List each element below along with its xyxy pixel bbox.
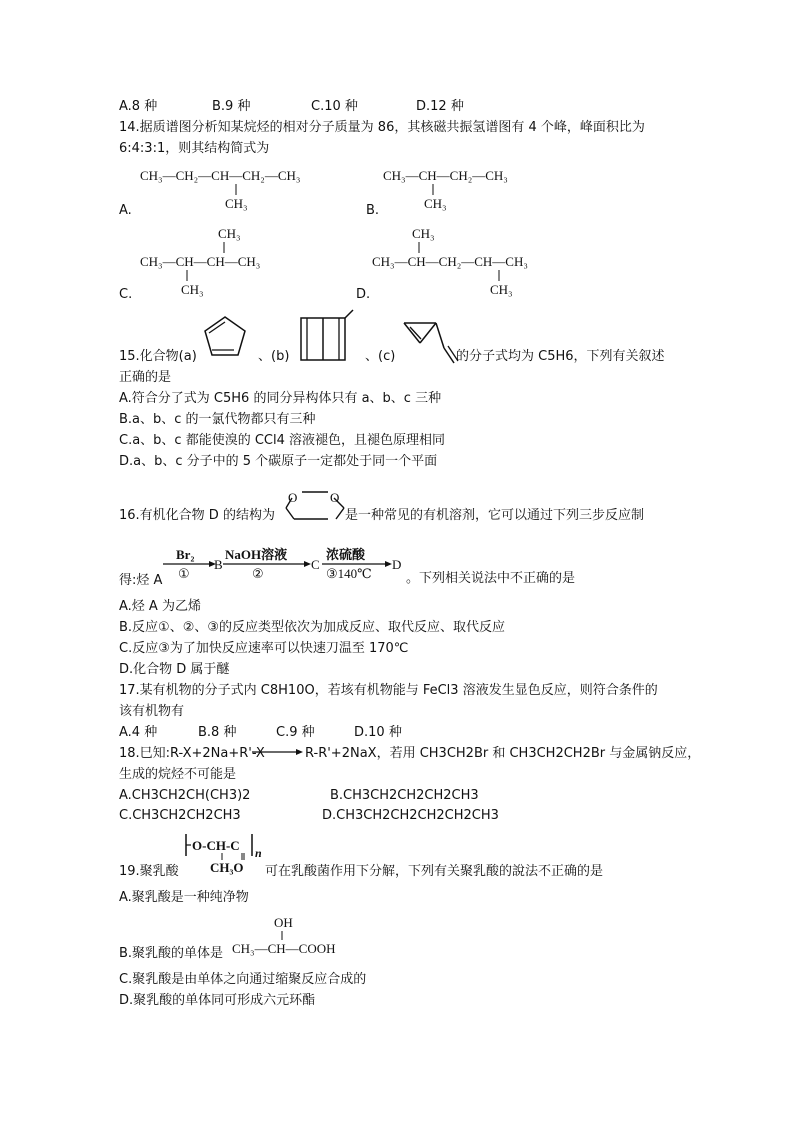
q16-option-b: B.反应①、②、③的反应类型依次为加成反应、取代反应、取代反应 — [119, 620, 506, 635]
q13-option-c: C.10 种 — [311, 99, 358, 114]
q19-stem-suffix: 可在乳酸菌作用下分解，下列有关聚乳酸的說法不正确的是 — [265, 864, 604, 879]
q14-stem-line2: 6:4:3:1，则其结构简式为 — [119, 141, 270, 156]
polylactic-acid-substituents: CH₃O — [210, 860, 244, 875]
q15-option-c: C.a、b、c 都能使溴的 CCl4 溶液褪色，且褪色原理相同 — [119, 433, 446, 448]
q14-c-formula-bottom: CH₃ — [181, 282, 204, 297]
cyclopentadiene-structure-a — [200, 312, 250, 362]
q15-stem-suffix: 的分子式均为 C5H6，下列有关叙述 — [456, 349, 665, 364]
q18-stem-prefix: 18.巳知:R-X+2Na+R'-X — [119, 746, 265, 761]
q14-option-a-label: A. — [119, 203, 132, 218]
q14-c-formula-top: CH₃ — [218, 226, 241, 241]
q14-option-b-label: B. — [366, 203, 380, 218]
q17-option-a: A.4 种 — [119, 725, 158, 740]
q14-b-formula-branch: CH₃ — [424, 196, 447, 211]
q13-option-a: A.8 种 — [119, 99, 158, 114]
q14-b-formula-main: CH₃—CH—CH₂—CH₃ — [383, 168, 508, 183]
q19-option-b-prefix: B.聚乳酸的单体是 — [119, 946, 224, 961]
q19-option-a: A.聚乳酸是一种纯净物 — [119, 890, 249, 905]
lactic-acid-main: CH₃—CH—COOH — [232, 941, 336, 956]
lactic-acid-bond — [0, 0, 1, 1]
q18-option-c: C.CH3CH2CH2CH3 — [119, 808, 241, 823]
reaction-intermediate-c: C — [311, 557, 320, 572]
vinylcyclopropene-structure-c — [398, 318, 458, 366]
q15-option-a: A.符合分了式为 C5H6 的同分异构体只有 a、b、c 三种 — [119, 391, 442, 406]
q16-line2-suffix: 。下列相关说法中不正确的是 — [406, 571, 576, 586]
polylactic-acid-n: n — [255, 846, 262, 860]
reaction-product-d: D — [392, 557, 402, 572]
q14-option-c-label: C. — [119, 287, 133, 302]
q18-option-d: D.CH3CH2CH2CH2CH2CH3 — [322, 808, 499, 823]
reaction-reagent-2: NaOH溶液 — [225, 547, 288, 562]
reaction-step-3: ③140℃ — [326, 566, 372, 581]
q16-stem-suffix: 是一种常见的有机溶剂，它可以通过下列三步反应制 — [345, 508, 645, 523]
q14-c-formula-main: CH₃—CH—CH—CH₃ — [140, 254, 261, 269]
q15-stem-line2: 正确的是 — [119, 370, 172, 385]
bicyclic-structure-b — [298, 308, 356, 364]
q19-option-c: C.聚乳酸是由单体之向通过缩聚反应合成的 — [119, 972, 367, 987]
q15-option-d: D.a、b、c 分子中的 5 个碳原子一定都处于同一个平面 — [119, 454, 438, 469]
q17-option-d: D.10 种 — [354, 725, 402, 740]
q14-d-formula-bottom: CH₃ — [490, 282, 513, 297]
q19-stem-prefix: 19.聚乳酸 — [119, 864, 179, 879]
q18-option-a: A.CH3CH2CH(CH3)2 — [119, 788, 251, 803]
q13-option-d: D.12 种 — [416, 99, 464, 114]
q14-stem-line1: 14.据质谱图分析知某烷烃的相对分子质量为 86，其核磁共振氢谱图有 4 个峰，峰面积比为 — [119, 120, 645, 135]
q13-option-b: B.9 种 — [212, 99, 251, 114]
q14-d-formula-main: CH₃—CH—CH₂—CH—CH₃ — [372, 254, 528, 269]
q18-option-b: B.CH3CH2CH2CH2CH3 — [330, 788, 479, 803]
q16-option-a: A.烃 A 为乙烯 — [119, 599, 201, 614]
q16-stem-prefix: 16.有机化合物 D 的结构为 — [119, 508, 275, 523]
q15-option-b: B.a、b、c 的一氯代物都只有三种 — [119, 412, 316, 427]
q16-option-d: D.化合物 D 属于醚 — [119, 662, 230, 677]
q14-a-formula-main: CH₃—CH₂—CH—CH₂—CH₃ — [140, 168, 301, 183]
polylactic-acid-chain: O-CH-C — [192, 838, 240, 853]
q17-stem-line2: 该有机物有 — [119, 704, 185, 719]
q15-separator-c: 、(c) — [365, 349, 396, 364]
q17-stem-line1: 17.某有机物的分子式内 C8H10O，若垓有机物能与 FeCl3 溶液发生显色反应，则符合条件的 — [119, 683, 658, 698]
q14-a-formula-branch: CH₃ — [225, 196, 248, 211]
q16-option-c: C.反应③为了加快反应速率可以快速刀温至 170℃ — [119, 641, 409, 656]
q15-stem-prefix: 15.化合物(a) — [119, 349, 197, 364]
reaction-intermediate-b: B — [214, 557, 223, 572]
q19-option-d: D.聚乳酸的单体同可形成六元环酯 — [119, 993, 316, 1008]
reaction-reagent-1: Br₂ — [176, 547, 195, 562]
q14-d-formula-top: CH₃ — [412, 226, 435, 241]
dioxane-oxygen-left: O — [288, 490, 298, 505]
q15-separator-b: 、(b) — [258, 349, 290, 364]
reaction-reagent-3: 浓硫酸 — [326, 547, 366, 562]
lactic-acid-oh: OH — [274, 915, 293, 930]
q14-option-d-label: D. — [356, 287, 371, 302]
q17-option-c: C.9 种 — [276, 725, 315, 740]
reaction-step-1: ① — [178, 567, 190, 582]
q16-line2-prefix: 得:烃 A — [119, 573, 163, 588]
reaction-step-2: ② — [252, 567, 264, 582]
q17-option-b: B.8 种 — [198, 725, 237, 740]
q18-stem-suffix: R-R'+2NaX，若用 CH3CH2Br 和 CH3CH2CH2Br 与金属钠反应， — [305, 746, 701, 761]
dioxane-oxygen-right: O — [330, 490, 340, 505]
q18-stem-line2: 生成的烷烃不可能是 — [119, 767, 237, 782]
